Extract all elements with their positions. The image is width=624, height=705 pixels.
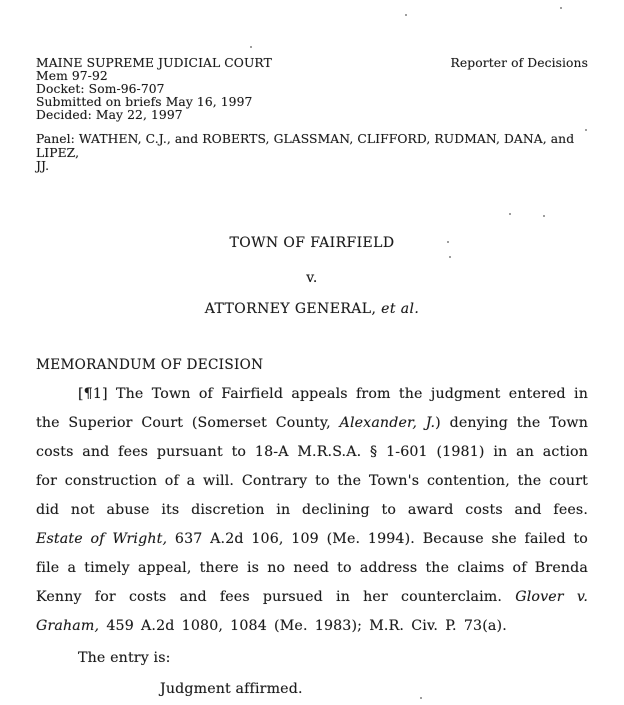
judgment-entry: Judgment affirmed. [160, 680, 303, 697]
case-caption [36, 235, 588, 317]
scan-noise-dot [543, 215, 545, 217]
memorandum-heading: MEMORANDUM OF DECISION [36, 356, 264, 373]
reporter-of-decisions: Reporter of Decisions [450, 56, 588, 70]
header-block [36, 57, 588, 122]
plaintiff-name: TOWN OF FAIRFIELD [229, 234, 395, 251]
defendant-et-al: et al. [381, 300, 420, 317]
decided-date: Decided: May 22, 1997 [36, 108, 183, 122]
scan-noise-dot [405, 14, 407, 16]
scan-noise-dot [250, 46, 252, 48]
scan-noise-dot [509, 213, 511, 215]
page-content [36, 57, 588, 704]
opinion-paragraph [36, 380, 588, 641]
defendant-name [36, 301, 588, 317]
panel-line-2: JJ. [36, 159, 50, 173]
scan-noise-dot [560, 7, 562, 9]
scan-noise-dot [449, 256, 451, 258]
paragraph-segment: 637 A.2d 106, 109 (Me. 1994). Because she failed to file a timely appeal, there is no need to address the claims of Brenda Kenny for costs and fees pursued in her counterclaim. [36, 530, 589, 605]
scan-noise-dot [447, 241, 449, 243]
panel-line-1: Panel: WATHEN, C.J., and ROBERTS, GLASSMAN, CLIFFORD, RUDMAN, DANA, and LIPEZ, [36, 132, 575, 160]
court-name: MAINE SUPREME JUDICIAL COURT [36, 56, 272, 70]
paragraph-segment: ) denying the Town costs and fees pursuant to 18-A M.R.S.A. § 1-601 (1981) in an action for construction of a will. Contrary to the Town's contention, the court did not abuse its discretion in declining to award costs and fees. [36, 414, 588, 518]
entry-intro-line: The entry is: [78, 649, 171, 666]
defendant-name-text: ATTORNEY GENERAL, [204, 300, 382, 317]
scan-noise-dot [420, 697, 422, 699]
judge-name-citation: Alexander, J. [339, 414, 436, 431]
paragraph-segment: [¶1] The Town of Fairfield appeals from the judgment entered in the Superior Court (Somerset County, [36, 385, 588, 431]
scan-noise-dot [585, 129, 587, 131]
mem-number: Mem 97-92 [36, 69, 108, 83]
paragraph-segment: 459 A.2d 1080, 1084 (Me. 1983); M.R. Civ. P. 73(a). [99, 617, 507, 634]
case-citation-estate-of-wright: Estate of Wright, [36, 530, 168, 547]
submitted-date: Submitted on briefs May 16, 1997 [36, 95, 253, 109]
versus-abbreviation: v. [306, 269, 318, 286]
header-top-row [36, 57, 588, 70]
case-citation-glover-v-graham: Glover v. Graham, [36, 588, 589, 634]
panel-block [36, 133, 588, 174]
docket-number: Docket: Som-96-707 [36, 82, 165, 96]
